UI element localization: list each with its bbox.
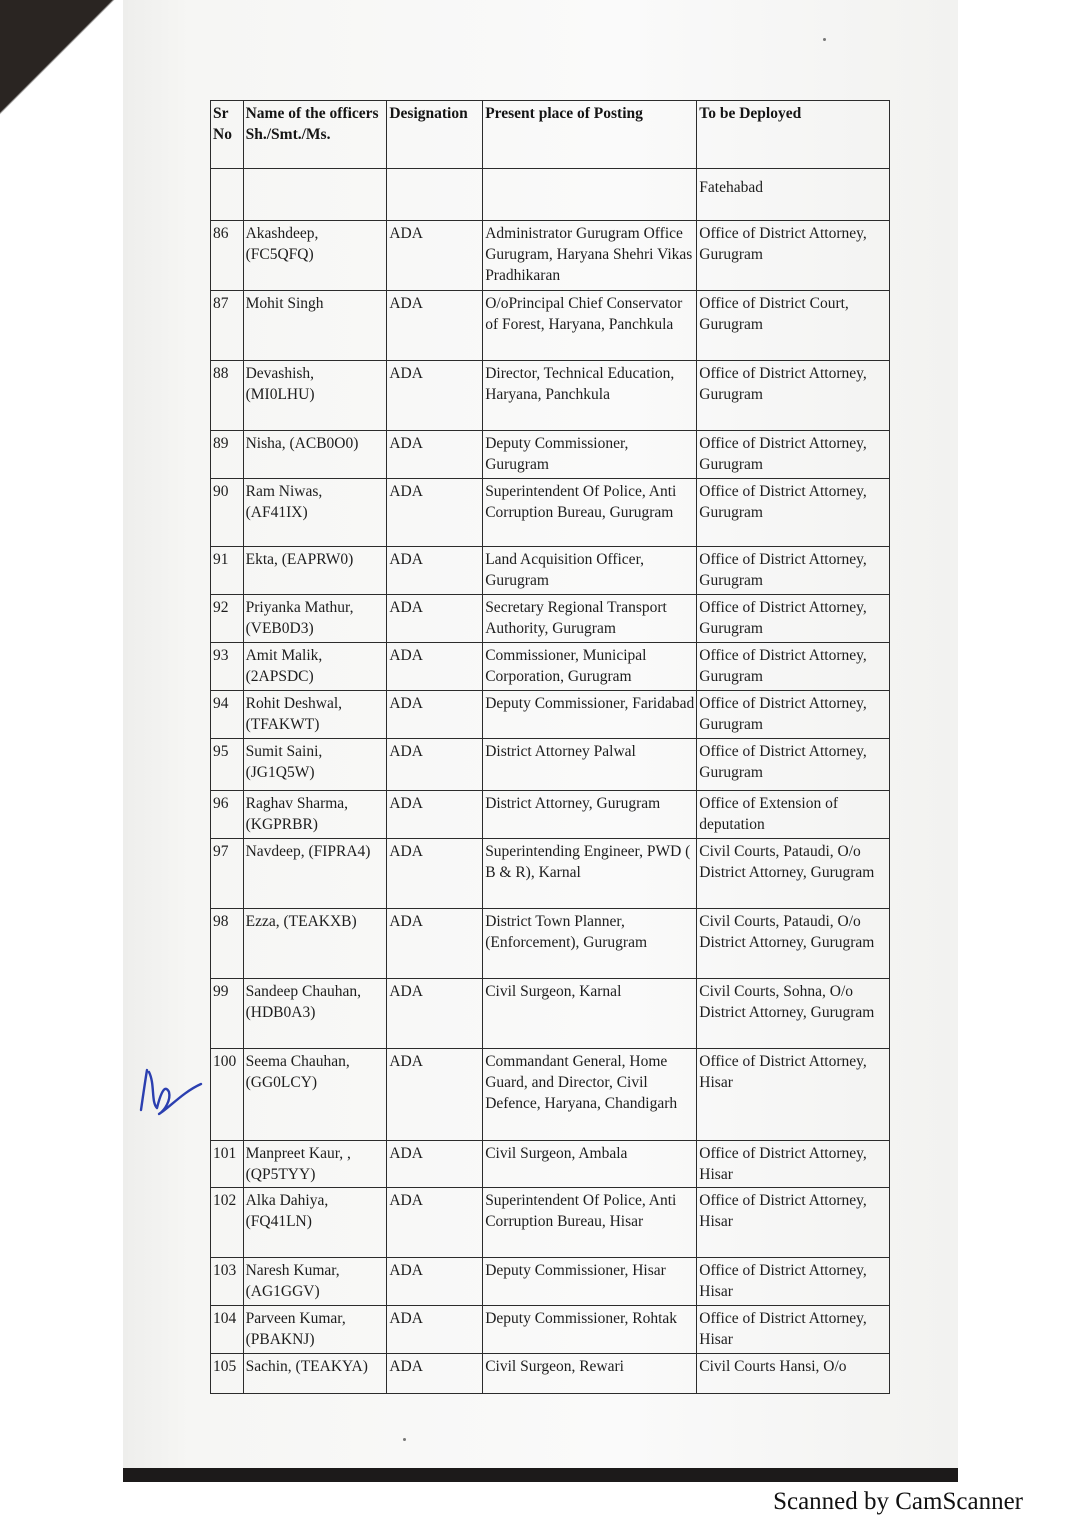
cell-designation: ADA	[387, 643, 483, 691]
cell-name: Ram Niwas, (AF41IX)	[243, 479, 387, 547]
cell-sr: 104	[211, 1306, 244, 1354]
cell-present-posting: Civil Surgeon, Karnal	[483, 979, 697, 1049]
cell-present-posting: Superintending Engineer, PWD ( B & R), Karnal	[483, 839, 697, 909]
cell-sr: 88	[211, 361, 244, 431]
cell-sr: 105	[211, 1354, 244, 1394]
cell-name: Raghav Sharma, (KGPRBR)	[243, 791, 387, 839]
cell-name: Mohit Singh	[243, 291, 387, 361]
table-row	[211, 739, 890, 791]
cell-sr: 92	[211, 595, 244, 643]
cell-sr: 87	[211, 291, 244, 361]
cell-name: Sandeep Chauhan, (HDB0A3)	[243, 979, 387, 1049]
cell-to-be-deployed: Fatehabad	[697, 169, 890, 221]
cell-name: Manpreet Kaur, , (QP5TYY)	[243, 1141, 387, 1188]
cell-designation: ADA	[387, 791, 483, 839]
cell-present-posting: Deputy Commissioner, Hisar	[483, 1258, 697, 1306]
table-row	[211, 791, 890, 839]
cell-name: Sumit Saini, (JG1Q5W)	[243, 739, 387, 791]
cell-designation: ADA	[387, 1354, 483, 1394]
cell-name: Alka Dahiya, (FQ41LN)	[243, 1188, 387, 1258]
cell-present-posting: Secretary Regional Transport Authority, Gurugram	[483, 595, 697, 643]
cell-designation	[387, 169, 483, 221]
cell-name: Parveen Kumar, (PBAKNJ)	[243, 1306, 387, 1354]
cell-present-posting: District Attorney, Gurugram	[483, 791, 697, 839]
cell-designation: ADA	[387, 1258, 483, 1306]
cell-sr: 103	[211, 1258, 244, 1306]
table-row	[211, 839, 890, 909]
table-row	[211, 979, 890, 1049]
cell-present-posting: Administrator Gurugram Office Gurugram, Haryana Shehri Vikas Pradhikaran	[483, 221, 697, 291]
table-row	[211, 291, 890, 361]
cell-name: Sachin, (TEAKYA)	[243, 1354, 387, 1394]
table-row	[211, 1306, 890, 1354]
left-margin	[0, 0, 123, 1482]
header-to-be-deployed: To be Deployed	[697, 101, 890, 169]
cell-to-be-deployed: Office of District Attorney, Gurugram	[697, 691, 890, 739]
table-row	[211, 361, 890, 431]
cell-present-posting: Civil Surgeon, Ambala	[483, 1141, 697, 1188]
cell-to-be-deployed: Office of Extension of deputation	[697, 791, 890, 839]
officers-deployment-table	[210, 100, 890, 1394]
table-row	[211, 1141, 890, 1188]
cell-name: Ezza, (TEAKXB)	[243, 909, 387, 979]
cell-to-be-deployed: Office of District Attorney, Gurugram	[697, 361, 890, 431]
cell-sr: 97	[211, 839, 244, 909]
header-designation: Designation	[387, 101, 483, 169]
signature-mark	[135, 1062, 203, 1124]
continuation-row	[211, 169, 890, 221]
cell-designation: ADA	[387, 1306, 483, 1354]
cell-designation: ADA	[387, 739, 483, 791]
cell-designation: ADA	[387, 361, 483, 431]
cell-sr: 91	[211, 547, 244, 595]
cell-name: Amit Malik, (2APSDC)	[243, 643, 387, 691]
cell-present-posting: Deputy Commissioner, Rohtak	[483, 1306, 697, 1354]
header-sr-no: Sr No	[211, 101, 244, 169]
cell-to-be-deployed: Office of District Attorney, Hisar	[697, 1049, 890, 1141]
cell-designation: ADA	[387, 839, 483, 909]
header-present-posting: Present place of Posting	[483, 101, 697, 169]
table-row	[211, 691, 890, 739]
cell-to-be-deployed: Office of District Court, Gurugram	[697, 291, 890, 361]
table-row	[211, 479, 890, 547]
cell-name: Naresh Kumar, (AG1GGV)	[243, 1258, 387, 1306]
cell-sr	[211, 169, 244, 221]
cell-name: Priyanka Mathur, (VEB0D3)	[243, 595, 387, 643]
table-row	[211, 595, 890, 643]
cell-present-posting: Commandant General, Home Guard, and Director, Civil Defence, Haryana, Chandigarh	[483, 1049, 697, 1141]
cell-sr: 98	[211, 909, 244, 979]
cell-sr: 100	[211, 1049, 244, 1141]
cell-to-be-deployed: Office of District Attorney, Gurugram	[697, 479, 890, 547]
cell-to-be-deployed: Civil Courts, Sohna, O/o District Attorney, Gurugram	[697, 979, 890, 1049]
cell-present-posting: O/oPrincipal Chief Conservator of Forest, Haryana, Panchkula	[483, 291, 697, 361]
scanner-watermark: Scanned by CamScanner	[773, 1488, 1023, 1515]
cell-sr: 94	[211, 691, 244, 739]
cell-sr: 96	[211, 791, 244, 839]
table-row	[211, 1258, 890, 1306]
cell-designation: ADA	[387, 221, 483, 291]
cell-to-be-deployed: Office of District Attorney, Gurugram	[697, 547, 890, 595]
cell-present-posting: Superintendent Of Police, Anti Corruption Bureau, Hisar	[483, 1188, 697, 1258]
cell-present-posting: District Attorney Palwal	[483, 739, 697, 791]
cell-name: Devashish, (MI0LHU)	[243, 361, 387, 431]
cell-sr: 90	[211, 479, 244, 547]
header-officer-name: Name of the officers Sh./Smt./Ms.	[243, 101, 387, 169]
cell-sr: 95	[211, 739, 244, 791]
cell-name: Navdeep, (FIPRA4)	[243, 839, 387, 909]
cell-name	[243, 169, 387, 221]
cell-to-be-deployed: Civil Courts, Pataudi, O/o District Attorney, Gurugram	[697, 909, 890, 979]
cell-present-posting: Civil Surgeon, Rewari	[483, 1354, 697, 1394]
cell-name: Ekta, (EAPRW0)	[243, 547, 387, 595]
cell-designation: ADA	[387, 979, 483, 1049]
cell-present-posting: District Town Planner, (Enforcement), Gurugram	[483, 909, 697, 979]
table-row	[211, 1188, 890, 1258]
cell-to-be-deployed: Office of District Attorney, Gurugram	[697, 431, 890, 479]
cell-designation: ADA	[387, 291, 483, 361]
cell-present-posting: Commissioner, Municipal Corporation, Gurugram	[483, 643, 697, 691]
table-row	[211, 221, 890, 291]
cell-designation: ADA	[387, 1141, 483, 1188]
cell-to-be-deployed: Office of District Attorney, Gurugram	[697, 221, 890, 291]
cell-to-be-deployed: Civil Courts, Pataudi, O/o District Attorney, Gurugram	[697, 839, 890, 909]
cell-sr: 102	[211, 1188, 244, 1258]
cell-present-posting: Superintendent Of Police, Anti Corruption Bureau, Gurugram	[483, 479, 697, 547]
scan-edge-bar	[123, 1468, 958, 1482]
table-row	[211, 547, 890, 595]
cell-sr: 89	[211, 431, 244, 479]
scan-corner-shadow	[0, 0, 140, 140]
cell-to-be-deployed: Office of District Attorney, Hisar	[697, 1258, 890, 1306]
table-row	[211, 643, 890, 691]
cell-present-posting: Director, Technical Education, Haryana, Panchkula	[483, 361, 697, 431]
cell-name: Akashdeep, (FC5QFQ)	[243, 221, 387, 291]
table-row	[211, 1354, 890, 1394]
cell-designation: ADA	[387, 595, 483, 643]
cell-designation: ADA	[387, 1188, 483, 1258]
cell-sr: 86	[211, 221, 244, 291]
cell-present-posting: Land Acquisition Officer, Gurugram	[483, 547, 697, 595]
table-row	[211, 909, 890, 979]
cell-present-posting	[483, 169, 697, 221]
cell-to-be-deployed: Office of District Attorney, Gurugram	[697, 643, 890, 691]
cell-to-be-deployed: Office of District Attorney, Hisar	[697, 1188, 890, 1258]
table-row	[211, 1049, 890, 1141]
cell-to-be-deployed: Office of District Attorney, Hisar	[697, 1306, 890, 1354]
cell-designation: ADA	[387, 479, 483, 547]
cell-present-posting: Deputy Commissioner, Faridabad	[483, 691, 697, 739]
cell-to-be-deployed: Civil Courts Hansi, O/o	[697, 1354, 890, 1394]
cell-name: Seema Chauhan, (GG0LCY)	[243, 1049, 387, 1141]
cell-sr: 99	[211, 979, 244, 1049]
cell-designation: ADA	[387, 691, 483, 739]
cell-sr: 101	[211, 1141, 244, 1188]
cell-name: Rohit Deshwal, (TFAKWT)	[243, 691, 387, 739]
cell-to-be-deployed: Office of District Attorney, Hisar	[697, 1141, 890, 1188]
table-header-row	[211, 101, 890, 169]
cell-sr: 93	[211, 643, 244, 691]
cell-to-be-deployed: Office of District Attorney, Gurugram	[697, 739, 890, 791]
cell-present-posting: Deputy Commissioner, Gurugram	[483, 431, 697, 479]
cell-to-be-deployed: Office of District Attorney, Gurugram	[697, 595, 890, 643]
cell-designation: ADA	[387, 431, 483, 479]
cell-name: Nisha, (ACB0O0)	[243, 431, 387, 479]
cell-designation: ADA	[387, 909, 483, 979]
cell-designation: ADA	[387, 1049, 483, 1141]
cell-designation: ADA	[387, 547, 483, 595]
table-row	[211, 431, 890, 479]
